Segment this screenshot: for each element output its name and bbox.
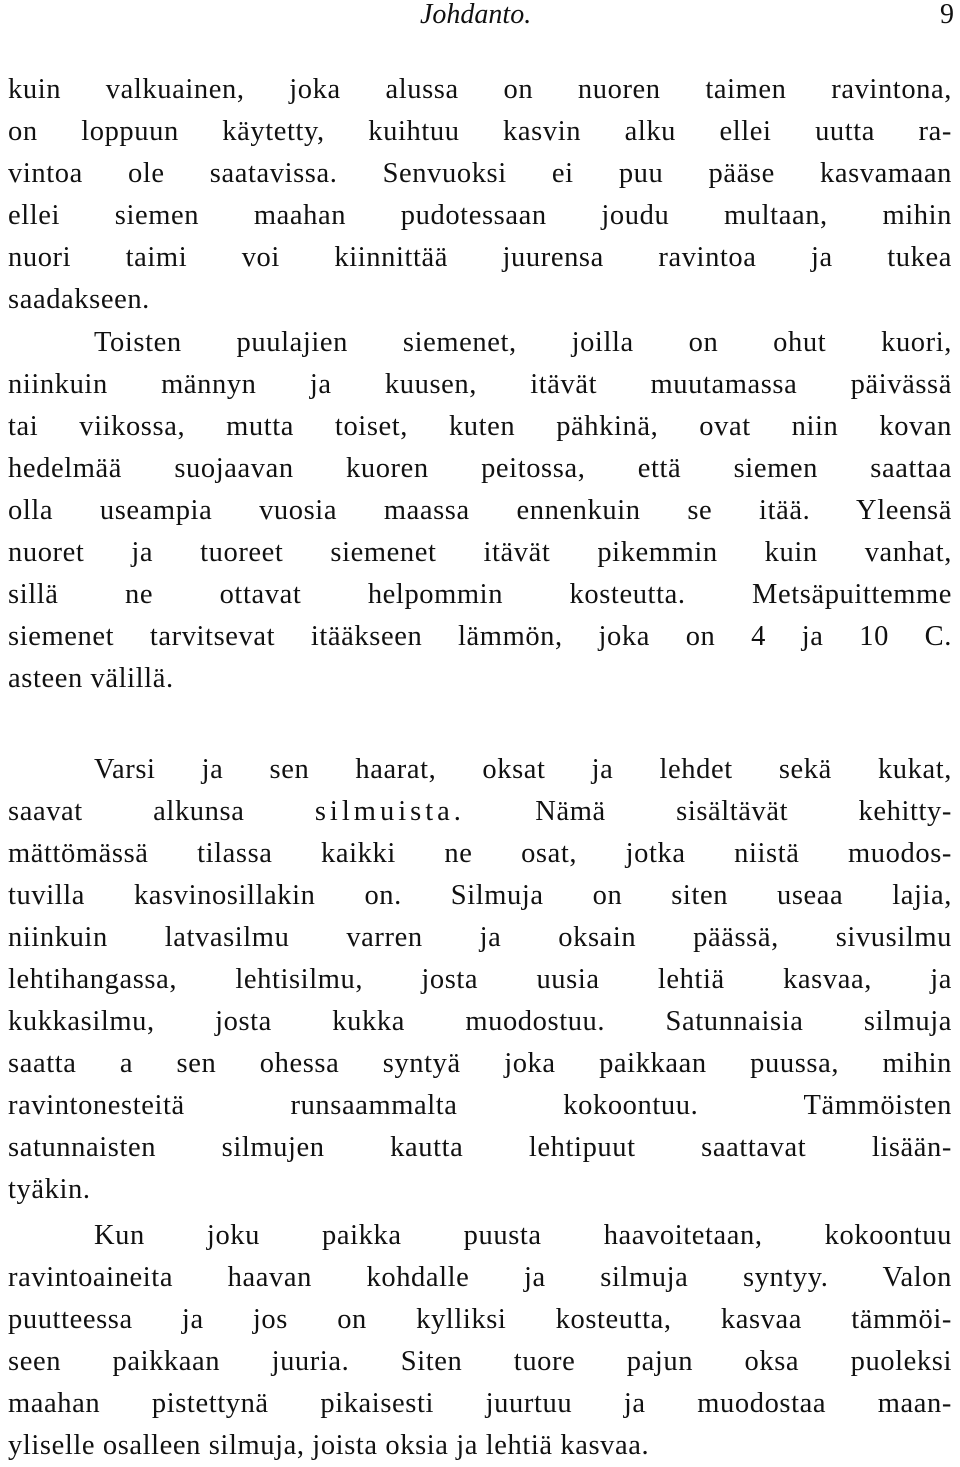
text-line: olla useampia vuosia maassa ennenkuin se itää. Yleensä — [8, 495, 952, 526]
text-line: tyäkin. — [8, 1174, 91, 1205]
text-line: vintoa ole saatavissa. Senvuoksi ei puu pääse kasvamaan — [8, 158, 952, 189]
text-line — [8, 794, 952, 830]
text-line: puutteessa ja jos on kylliksi kosteutta, kasvaa tämmöi- — [8, 1304, 952, 1335]
text-line: asteen välillä. — [8, 663, 174, 694]
text-line: Toisten puulajien siemenet, joilla on ohut kuori, — [94, 327, 952, 358]
text-fragment: Nämä sisältävät kehitty- — [535, 796, 953, 827]
text-line: ravintonesteitä runsaammalta kokoontuu. Tämmöisten — [8, 1090, 952, 1121]
text-line: saadakseen. — [8, 284, 150, 315]
text-line: kukkasilmu, josta kukka muodostuu. Satunnaisia silmuja — [8, 1006, 952, 1037]
text-line: Kun joku paikka puusta haavoitetaan, kokoontuu — [94, 1220, 952, 1251]
text-line: maahan pistettynä pikaisesti juurtuu ja muodostaa maan- — [8, 1388, 952, 1419]
text-line: mättömässä tilassa kaikki ne osat, jotka niistä muodos- — [8, 838, 952, 869]
text-line: nuoret ja tuoreet siemenet itävät pikemmin kuin vanhat, — [8, 537, 952, 568]
text-line: siemenet tarvitsevat itääkseen lämmön, joka on 4 ja 10 C. — [8, 621, 952, 652]
text-line: niinkuin latvasilmu varren ja oksain päässä, sivusilmu — [8, 922, 952, 953]
text-line: seen paikkaan juuria. Siten tuore pajun oksa puoleksi — [8, 1346, 952, 1377]
text-line: tuvilla kasvinosillakin on. Silmuja on siten useaa lajia, — [8, 880, 952, 911]
text-fragment: saavat alkunsa — [8, 796, 245, 827]
running-header — [0, 0, 960, 34]
text-line: ravintoaineita haavan kohdalle ja silmuja syntyy. Valon — [8, 1262, 952, 1293]
text-line: ellei siemen maahan pudotessaan joudu multaan, mihin — [8, 200, 952, 231]
text-line: on loppuun käytetty, kuihtuu kasvin alku ellei uutta ra- — [8, 116, 952, 147]
text-line: niinkuin männyn ja kuusen, itävät muutamassa päivässä — [8, 369, 952, 400]
text-line: satunnaisten silmujen kautta lehtipuut saattavat lisään- — [8, 1132, 952, 1163]
text-line: lehtihangassa, lehtisilmu, josta uusia lehtiä kasvaa, ja — [8, 964, 952, 995]
text-line: yliselle osalleen silmuja, joista oksia ja lehtiä kasvaa. — [8, 1430, 650, 1461]
text-line: sillä ne ottavat helpommin kosteutta. Metsäpuittemme — [8, 579, 952, 610]
text-line: kuin valkuainen, joka alussa on nuoren taimen ravintona, — [8, 74, 952, 105]
text-line: tai viikossa, mutta toiset, kuten pähkinä, ovat niin kovan — [8, 411, 952, 442]
text-line: Varsi ja sen haarat, oksat ja lehdet sekä kukat, — [94, 754, 952, 785]
chapter-title: Johdanto. — [420, 0, 532, 30]
text-line: hedelmää suojaavan kuoren peitossa, että siemen saattaa — [8, 453, 952, 484]
text-line: nuori taimi voi kiinnittää juurensa ravintoa ja tukea — [8, 242, 952, 273]
text-line: saatta a sen ohessa syntyä joka paikkaan puussa, mihin — [8, 1048, 952, 1079]
page-number: 9 — [940, 0, 954, 30]
emphasized-term: silmuista. — [314, 796, 465, 827]
